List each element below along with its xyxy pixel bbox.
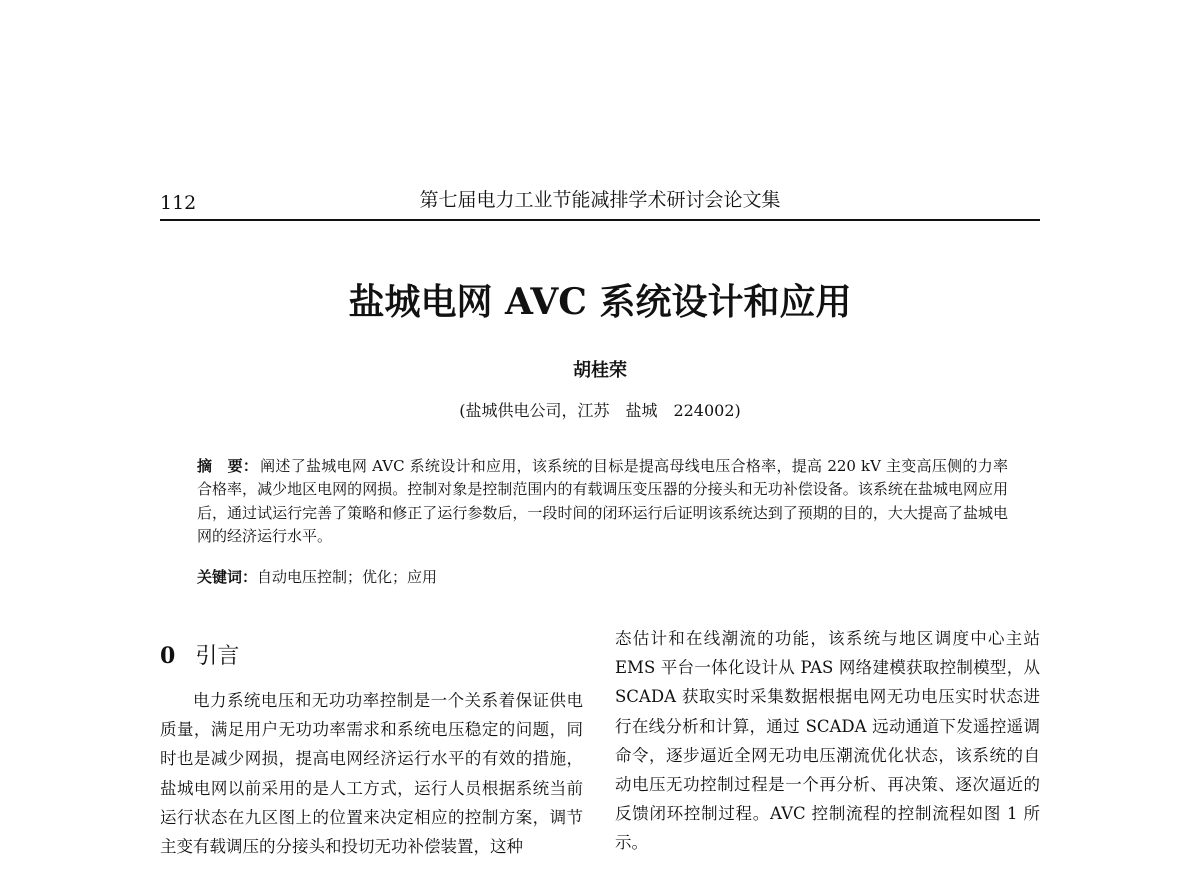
abstract-text: 阐述了盐城电网 AVC 系统设计和应用，该系统的目标是提高母线电压合格率，提高 220 kV 主变高压侧的力率合格率，减少地区电网的网损。控制对象是控制范围内的有载调压变压器的分接头和无功补偿设备。该系统在盐城电网应用后，通过试运行完善了策略和修正了运行参数后，一段时间的闭环运行后证明该系统达到了预期的目的，大大提高了盐城电网的经济运行水平。 (197, 457, 1008, 546)
keywords-text: 自动电压控制；优化；应用 (257, 568, 438, 586)
author-affiliation: (盐城供电公司，江苏 盐城 224002) (459, 401, 741, 420)
keywords (197, 566, 1008, 587)
body-paragraph-left: 电力系统电压和无功功率控制是一个关系着保证供电质量，满足用户无功功率需求和系统电压稳定的问题，同时也是减少网损，提高电网经济运行水平的有效的措施，盐城电网以前采用的是人工方式，运行人员根据系统当前运行状态在九区图上的位置来决定相应的控制方案，调节主变有载调压的分接头和投切无功补偿装置，这种 (160, 691, 583, 857)
running-header-title: 第七届电力工业节能减排学术研讨会论文集 (419, 189, 781, 211)
abstract-label: 摘 要： (197, 457, 259, 475)
paper-title: 盐城电网 AVC 系统设计和应用 (348, 281, 852, 323)
section-heading (160, 640, 583, 672)
page-number: 112 (160, 192, 197, 214)
section-title: 引言 (195, 644, 240, 669)
author-name: 胡桂荣 (573, 360, 627, 381)
header-rule (160, 219, 1040, 221)
keywords-label: 关键词： (197, 568, 258, 586)
body-paragraph-right: 态估计和在线潮流的功能，该系统与地区调度中心主站 EMS 平台一体化设计从 PAS 网络建模获取控制模型，从 SCADA 获取实时采集数据根据电网无功电压实时状态进行在线分析和计算，通过 SCADA 远动通道下发遥控遥调命令，逐步逼近全网无功电压潮流优化状态，该系统的自动电压无功控制过程是一个再分析、再决策、逐次逼近的反馈闭环控制过程。AVC 控制流程的控制流程如图 1 所示。 (615, 629, 1040, 853)
abstract (197, 455, 1008, 549)
section-number: 0 (160, 643, 176, 669)
right-column (615, 624, 1040, 858)
left-column (160, 640, 583, 861)
